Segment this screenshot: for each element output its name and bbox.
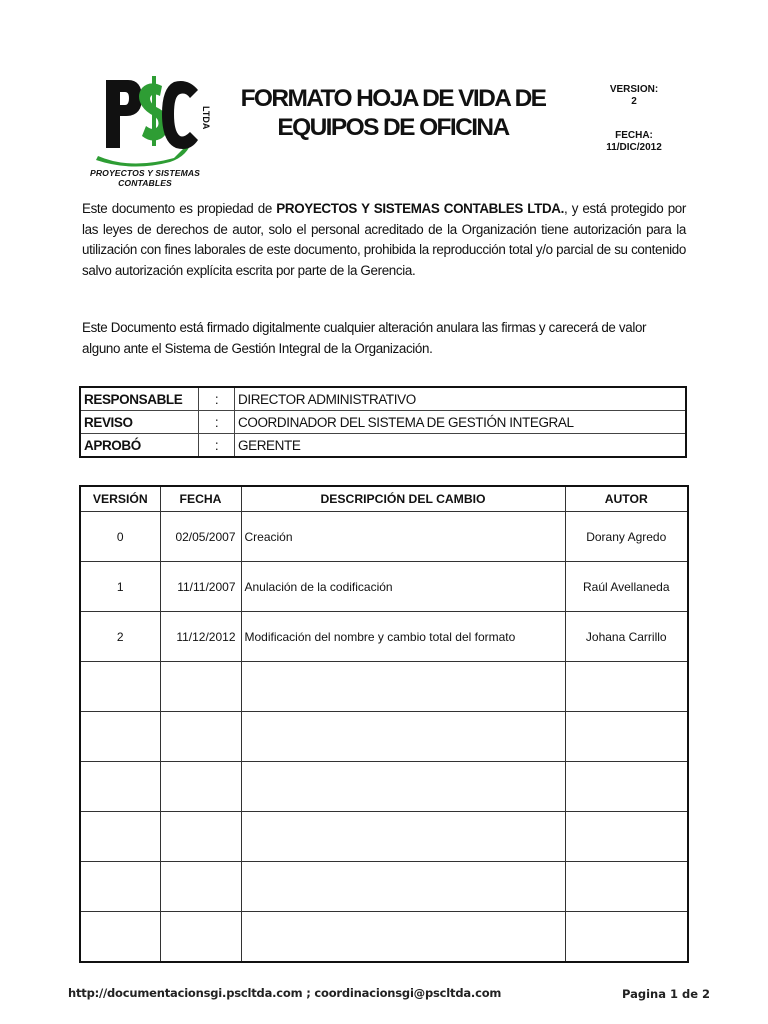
date-cell xyxy=(160,662,241,712)
column-header-version: VERSIÓN xyxy=(80,486,160,512)
table-row xyxy=(80,812,688,862)
approved-key: APROBÓ xyxy=(80,434,199,458)
notice-body: , y está protegido por las leyes de derechos de autor, solo el personal acreditado de la Organización tiene autorización para la utilización con fines laborales de este documento, prohibida la reproducción total y/o parcial de su contenido salvo autorización explícita escrita por parte de la Gerencia. xyxy=(82,201,686,278)
description-cell: Anulación de la codificación xyxy=(241,562,565,612)
description-cell xyxy=(241,662,565,712)
author-cell xyxy=(565,662,688,712)
version-label: VERSION: xyxy=(609,84,659,95)
date-cell xyxy=(160,812,241,862)
date-cell xyxy=(160,762,241,812)
footer-links[interactable]: http://documentacionsgi.pscltda.com ; coordinacionsgi@pscltda.com xyxy=(68,986,502,1000)
table-row xyxy=(80,612,688,662)
author-cell: Johana Carrillo xyxy=(565,612,688,662)
change-history-table xyxy=(79,485,689,963)
version-cell xyxy=(80,662,160,712)
table-row xyxy=(80,662,688,712)
responsible-key: RESPONSABLE xyxy=(80,387,199,411)
description-cell xyxy=(241,912,565,963)
version-cell xyxy=(80,912,160,963)
company-logo xyxy=(70,74,220,186)
separator: : xyxy=(199,411,235,434)
reviewed-value: COORDINADOR DEL SISTEMA DE GESTIÓN INTEGRAL xyxy=(235,411,687,434)
version-cell xyxy=(80,762,160,812)
table-row xyxy=(80,712,688,762)
author-cell xyxy=(565,812,688,862)
description-cell xyxy=(241,712,565,762)
page-number: Pagina 1 de 2 xyxy=(622,987,711,1001)
description-cell xyxy=(241,812,565,862)
date-cell: 11/11/2007 xyxy=(160,562,241,612)
author-cell xyxy=(565,762,688,812)
table-row xyxy=(80,411,686,434)
date-cell xyxy=(160,912,241,963)
table-header-row xyxy=(80,486,688,512)
copyright-notice xyxy=(82,199,686,281)
title-line-1: FORMATO HOJA DE VIDA DE xyxy=(240,85,546,112)
author-cell xyxy=(565,862,688,912)
logo-caption: PROYECTOS Y SISTEMAS CONTABLES xyxy=(90,168,200,188)
date-cell: 11/12/2012 xyxy=(160,612,241,662)
separator: : xyxy=(199,434,235,458)
psc-logo-icon xyxy=(70,74,220,168)
description-cell: Modificación del nombre y cambio total del formato xyxy=(241,612,565,662)
version-block xyxy=(592,84,676,108)
company-name: PROYECTOS Y SISTEMAS CONTABLES LTDA. xyxy=(276,201,564,216)
table-row xyxy=(80,912,688,963)
description-cell xyxy=(241,762,565,812)
separator: : xyxy=(199,387,235,411)
version-value: 2 xyxy=(631,96,637,107)
column-header-date: FECHA xyxy=(160,486,241,512)
author-cell xyxy=(565,712,688,762)
reviewed-key: REVISO xyxy=(80,411,199,434)
column-header-author: AUTOR xyxy=(565,486,688,512)
table-row xyxy=(80,762,688,812)
author-cell xyxy=(565,912,688,963)
version-cell xyxy=(80,812,160,862)
column-header-description: DESCRIPCIÓN DEL CAMBIO xyxy=(241,486,565,512)
date-cell xyxy=(160,712,241,762)
date-label: FECHA: xyxy=(615,130,653,141)
date-cell: 02/05/2007 xyxy=(160,512,241,562)
svg-text:LTDA: LTDA xyxy=(201,106,211,130)
version-cell: 2 xyxy=(80,612,160,662)
author-cell: Dorany Agredo xyxy=(565,512,688,562)
table-row xyxy=(80,512,688,562)
version-cell xyxy=(80,862,160,912)
signature-notice: Este Documento está firmado digitalmente cualquier alteración anulara las firmas y carecerá de valor alguno ante el Sistema de Gestión Integral de la Organización. xyxy=(82,320,647,356)
author-cell: Raúl Avellaneda xyxy=(565,562,688,612)
notice-intro: Este documento es propiedad de xyxy=(82,201,277,216)
description-cell xyxy=(241,862,565,912)
description-cell: Creación xyxy=(241,512,565,562)
version-cell: 1 xyxy=(80,562,160,612)
date-value: 11/DIC/2012 xyxy=(606,142,662,153)
responsibility-table xyxy=(79,386,687,458)
date-cell xyxy=(160,862,241,912)
responsible-value: DIRECTOR ADMINISTRATIVO xyxy=(238,391,416,407)
approved-value: GERENTE xyxy=(235,434,687,458)
version-cell: 0 xyxy=(80,512,160,562)
table-row xyxy=(80,862,688,912)
title-line-2: EQUIPOS DE OFICINA xyxy=(277,114,509,141)
table-row xyxy=(80,562,688,612)
document-title xyxy=(228,84,558,142)
version-cell xyxy=(80,712,160,762)
date-block xyxy=(592,130,676,154)
table-row xyxy=(80,387,686,411)
table-row xyxy=(80,434,686,458)
